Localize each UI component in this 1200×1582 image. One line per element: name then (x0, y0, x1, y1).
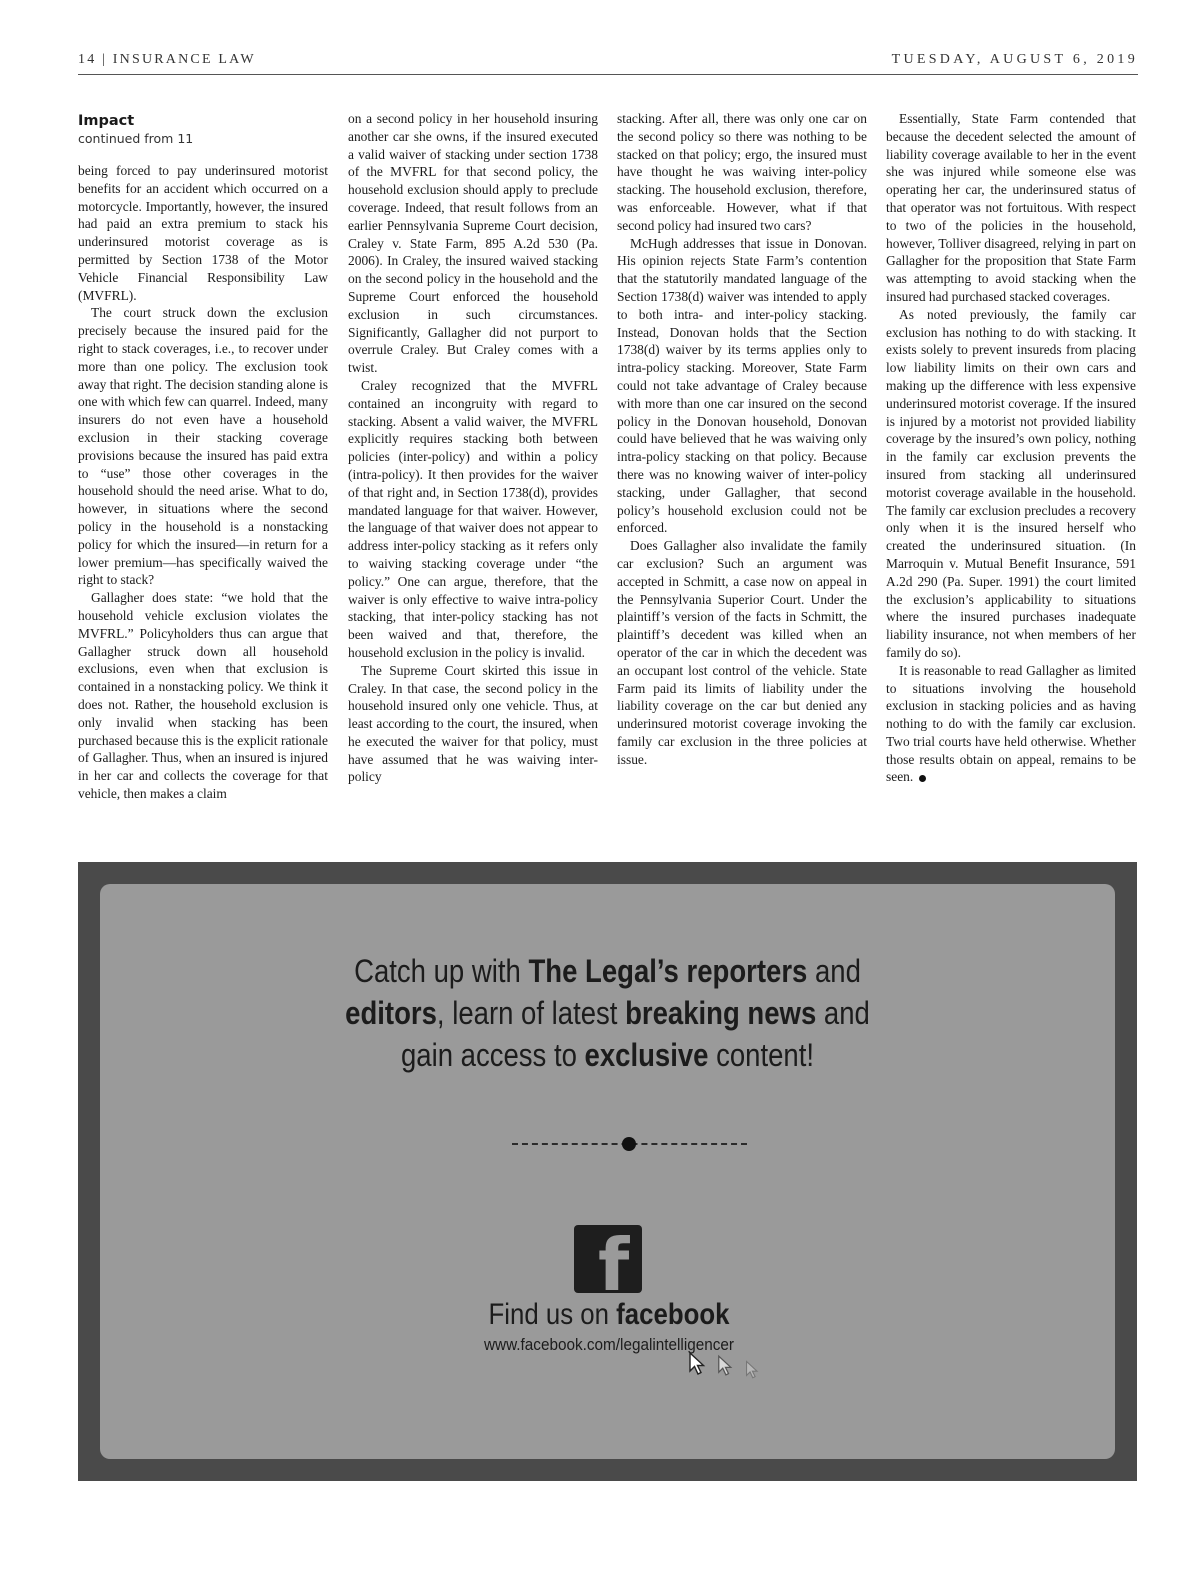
paragraph: Gallagher does state: “we hold that the household vehicle exclusion violates the MVFRL.” Policyholders thus can argue that Gallagher struck down all household exclusions, even when that exclusion is contained in a nonstacking policy. We think it does not. Rather, the household exclusion is only invalid when stacking has been purchased because this is the explicit rationale of Gallagher. Thus, when an insured is injured in her car and collects the coverage for that vehicle, then makes a claim (78, 590, 328, 801)
paragraph: on a second policy in her household insuring another car she owns, if the insured executed a valid waiver of stacking under section 1738 of the MVFRL for that second policy, the household exclusion should apply to preclude coverage. Indeed, that result follows from an earlier Pennsylvania Supreme Court decision, Craley v. State Farm, 895 A.2d 530 (Pa. 2006). In Craley, the insured waived stacking on the second policy in the household and the Supreme Court enforced the household exclusion in such circumstances. Significantly, Gallagher did not purport to overrule Craley. But Craley comes with a twist. (348, 111, 598, 376)
column-1 (78, 110, 328, 844)
paragraph: McHugh addresses that issue in Donovan. His opinion rejects State Farm’s contention that the statutorily mandated language of the Section 1738(d) waiver was intended to apply to both intra- and inter-policy stacking. Instead, Donovan holds that the Section 1738(d) waiver by its terms applies only to intra-policy stacking. Moreover, State Farm could not take advantage of Craley because with more than one car insured on the second policy in the Donovan household, Donovan could have believed that he was waiving only intra-policy stacking on that policy. Because there was no knowing waiver of inter-policy stacking, under Gallagher, that second policy’s household exclusion could not be enforced. (617, 235, 867, 536)
paragraph: Does Gallagher also invalidate the family car exclusion? Such an argument was accepted in Schmitt, a case now on appeal in the Pennsylvania Superior Court. Under the plaintiff’s version of the facts in Schmitt, the plaintiff’s decedent was killed when an operator of the car in which the decedent was an occupant lost control of the vehicle. State Farm paid its limits of liability under the liability coverage on the car but denied any underinsured motorist coverage invoking the family car exclusion in the three policies at issue. (617, 538, 867, 767)
cursor-arrow-icon (688, 1351, 706, 1377)
article-body (78, 110, 1138, 844)
folio-section: 14 | INSURANCE LAW (78, 52, 256, 67)
ad-headline-line-1: Catch up with The Legal’s reporters and (354, 953, 861, 989)
ad-headline (266, 950, 950, 1076)
page-header (78, 52, 1138, 74)
paragraph: Essentially, State Farm contended that because the decedent selected the amount of liability coverage available to her in the event she was injured while someone else was operating her car, the underinsured status of that operator was not fortuitous. With respect to two of the policies in the household, however, Tolliver disagreed, relying in part on Gallagher for the proposition that State Farm was attempting to avoid stacking when the insured had purchased stacked coverages. (886, 111, 1136, 304)
advertisement (78, 862, 1137, 1481)
paragraph: As noted previously, the family car exclusion has nothing to do with stacking. It exists solely to prevent insureds from placing low liability limits on their own cars and making up the difference with less expensive underinsured motorist coverage. If the insured is injured by a motorist not provided liability coverage by the insured’s own policy, nothing in the family car exclusion prevents the insured from stacking all underinsured motorist coverage available in the household. The family car exclusion precludes a recovery only when it is the insured herself who created the underinsured situation. (In Marroquin v. Mutual Benefit Insurance, 591 A.2d 290 (Pa. Super. 1991) the court limited the exclusion’s applicability to situations where the insured purchases inadequate liability insurance, not when members of her family do so). (886, 306, 1136, 660)
divider-dot-icon (622, 1137, 636, 1151)
jump-kicker: Impact (78, 113, 135, 129)
facebook-url-link[interactable]: www.facebook.com/legalintelligencer (483, 1335, 735, 1354)
header-rule (78, 74, 1138, 75)
column-4 (886, 110, 1136, 844)
paragraph: being forced to pay underinsured motorist benefits for an accident which occurred on a motorcycle. Importantly, however, the insured had paid an extra premium to stack his underinsured motorist coverage as is permitted by Section 1738 of the Motor Vehicle Financial Responsibility Law (MVFRL). (78, 163, 328, 303)
advertisement-panel (100, 884, 1115, 1459)
ad-headline-line-2: editors, learn of latest breaking news and (345, 995, 870, 1031)
facebook-f-icon[interactable]: f (574, 1225, 642, 1293)
final-paragraph-text: It is reasonable to read Gallagher as limited to situations involving the household exclusion in stacking policies and as having nothing to do with the family car exclusion. Two trial courts have held otherwise. Whether those results obtain on appeal, remains to be seen. (886, 662, 1136, 785)
ad-headline-line-3: gain access to exclusive content! (400, 1037, 815, 1073)
column-3 (617, 110, 867, 844)
cursor-arrow-icon (745, 1359, 759, 1381)
paragraph: stacking. After all, there was only one car on the second policy so there was nothing to be stacked on that policy; ergo, the insured must have thought he was waiving inter-policy stacking. The household exclusion, therefore, was enforceable. However, what if that second policy had insured two cars? (617, 111, 867, 233)
paragraph: The court struck down the exclusion precisely because the insured paid for the right to stack coverages, i.e., to recover under more than one policy. The exclusion took away that right. The decision standing alone is one with which few can quarrel. Indeed, many insurers do not even have a household exclusion in their stacking coverage provisions because the insured has paid extra to “use” those other coverages in the household should the need arise. What to do, however, in situations where the second policy in the household is a nonstacking policy for which the insured—in return for a lower premium—has specifically waived the right to stack? (78, 305, 328, 588)
find-us-on-facebook[interactable]: Find us on facebook (488, 1298, 730, 1331)
paragraph: Craley recognized that the MVFRL contained an incongruity with regard to stacking. Absent a valid waiver, the MVFRL explicitly requires stacking both between policies (inter-policy) and within a policy (intra-policy). It then provides for the waiver of that right and, in Section 1738(d), provides mandated language for that waiver. However, the language of that waiver does not appear to address inter-policy stacking as it refers only to waiving stacking coverage under “the policy.” One can argue, therefore, that the waiver is only effective to waive intra-policy stacking, that inter-policy stacking has not been waived and that, therefore, the household exclusion in the policy is invalid. (348, 377, 598, 660)
paragraph (886, 662, 1136, 787)
column-2 (348, 110, 598, 844)
end-mark-bullet-icon (919, 775, 926, 782)
cursor-arrow-icon (717, 1354, 733, 1378)
issue-date: TUESDAY, AUGUST 6, 2019 (891, 52, 1138, 67)
paragraph: The Supreme Court skirted this issue in Craley. In that case, the second policy in the household insured only one vehicle. Thus, at least according to the court, the insured, when he executed the waiver for that policy, must have assumed that he was waiving inter-policy (348, 662, 598, 785)
jump-line: continued from 11 (78, 131, 194, 146)
